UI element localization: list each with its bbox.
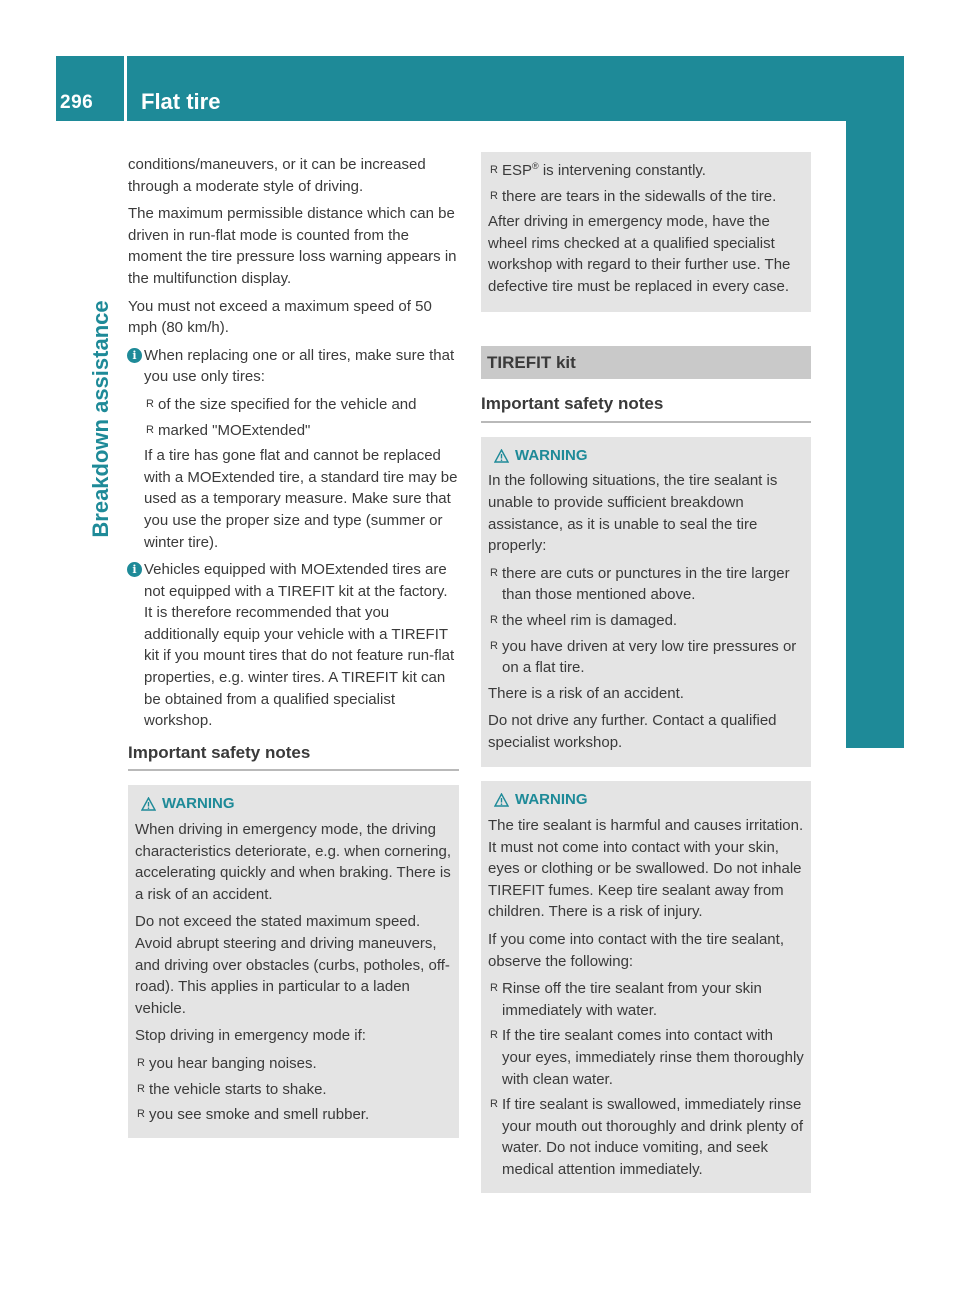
section-label: Breakdown assistance bbox=[88, 300, 113, 538]
warning-label: WARNING bbox=[515, 446, 588, 464]
warning-text: Do not drive any further. Contact a qualified specialist workshop. bbox=[488, 712, 777, 751]
list-item: R Rinse off the tire sealant from your skin immediately with water. bbox=[488, 978, 804, 1021]
list-item: R ESP® is intervening constantly. bbox=[488, 160, 804, 182]
info-text: If a tire has gone flat and cannot be replaced with a MOExtended tire, a standard tire may be used as a temporary measure. Make sure that you use the proper size and type (summer or winter tire). bbox=[144, 447, 458, 551]
warning-text: Do not exceed the stated maximum speed. Avoid abrupt steering and driving maneuvers, and driving over obstacles (curbs, potholes, off-road). This applies in particular to a laden vehicle. bbox=[135, 913, 450, 1017]
warning-triangle-icon bbox=[141, 797, 156, 811]
paragraph: You must not exceed a maximum speed of 50 mph (80 km/h). bbox=[128, 297, 432, 337]
info-note bbox=[128, 559, 459, 732]
paragraph: conditions/maneuvers, or it can be increased through a moderate style of driving. bbox=[128, 156, 426, 195]
warning-text: There is a risk of an accident. bbox=[488, 684, 684, 702]
page-number: 296 bbox=[60, 92, 94, 113]
list-item: R marked "MOExtended" bbox=[144, 420, 459, 442]
warning-text: If you come into contact with the tire sealant, observe the following: bbox=[488, 931, 784, 970]
list-item: R the wheel rim is damaged. bbox=[488, 610, 804, 632]
warning-triangle-icon bbox=[494, 793, 509, 807]
section-tab bbox=[846, 121, 904, 748]
info-text: Vehicles equipped with MOExtended tires are not equipped with a TIREFIT kit at the factory. It is therefore recommended that you additionally equip your vehicle with a TIREFIT kit if you mount tires that do not feature run-flat properties, e.g. winter tires. A TIREFIT kit can be obtained from a qualified specialist workshop. bbox=[144, 561, 455, 730]
warning-continuation-box bbox=[481, 152, 811, 312]
right-column bbox=[481, 152, 811, 1193]
warning-text: After driving in emergency mode, have the wheel rims checked at a qualified specialist workshop with regard to their further use. The defective tire must be replaced in every case. bbox=[488, 213, 791, 295]
subsection-heading: TIREFIT kit bbox=[481, 346, 811, 380]
list-item: R you see smoke and smell rubber. bbox=[135, 1104, 452, 1126]
list-item: R If tire sealant is swallowed, immediately rinse your mouth out thoroughly and drink plenty of water. Do not induce vomiting, and seek medical attention immediately. bbox=[488, 1094, 804, 1180]
info-note bbox=[128, 345, 459, 553]
info-text: When replacing one or all tires, make sure that you use only tires: bbox=[144, 346, 455, 386]
warning-text: Stop driving in emergency mode if: bbox=[135, 1027, 366, 1045]
warning-box bbox=[481, 437, 811, 768]
list-item: R you hear banging noises. bbox=[135, 1053, 452, 1075]
info-icon: i bbox=[127, 562, 142, 577]
warning-triangle-icon bbox=[494, 449, 509, 463]
warning-box bbox=[481, 781, 811, 1192]
header-divider bbox=[124, 56, 127, 121]
section-heading: Important safety notes bbox=[128, 742, 459, 772]
paragraph: The maximum permissible distance which can be driven in run-flat mode is counted from the moment the tire pressure loss warning appears in the multifunction display. bbox=[128, 205, 457, 287]
warning-text: The tire sealant is harmful and causes irritation. It must not come into contact with your skin, eyes or clothing or be swallowed. Do not inhale TIREFIT fumes. Keep tire sealant away from children. There is a risk of injury. bbox=[488, 817, 804, 921]
list-item: R there are cuts or punctures in the tire larger than those mentioned above. bbox=[488, 563, 804, 606]
warning-title bbox=[488, 789, 804, 811]
warning-text: When driving in emergency mode, the driving characteristics deteriorate, e.g. when cornering, accelerating quickly and when braking. There is a risk of an accident. bbox=[135, 821, 451, 903]
section-heading: Important safety notes bbox=[481, 393, 811, 423]
warning-label: WARNING bbox=[162, 795, 235, 813]
warning-title bbox=[135, 793, 452, 815]
info-icon: i bbox=[127, 348, 142, 363]
list-item: R there are tears in the sidewalls of the tire. bbox=[488, 186, 804, 208]
page-title: Flat tire bbox=[141, 89, 221, 114]
list-item: R of the size specified for the vehicle and bbox=[144, 394, 459, 416]
left-column bbox=[128, 154, 459, 1138]
list-item: R you have driven at very low tire pressures or on a flat tire. bbox=[488, 636, 804, 679]
warning-title bbox=[488, 445, 804, 467]
list-item: R the vehicle starts to shake. bbox=[135, 1079, 452, 1101]
warning-box bbox=[128, 785, 459, 1137]
warning-label: WARNING bbox=[515, 791, 588, 809]
bullet-list bbox=[144, 394, 459, 441]
list-item: R If the tire sealant comes into contact with your eyes, immediately rinse them thoroughly with clean water. bbox=[488, 1025, 804, 1090]
warning-text: In the following situations, the tire sealant is unable to provide sufficient breakdown assistance, as it is unable to seal the tire properly: bbox=[488, 472, 778, 555]
